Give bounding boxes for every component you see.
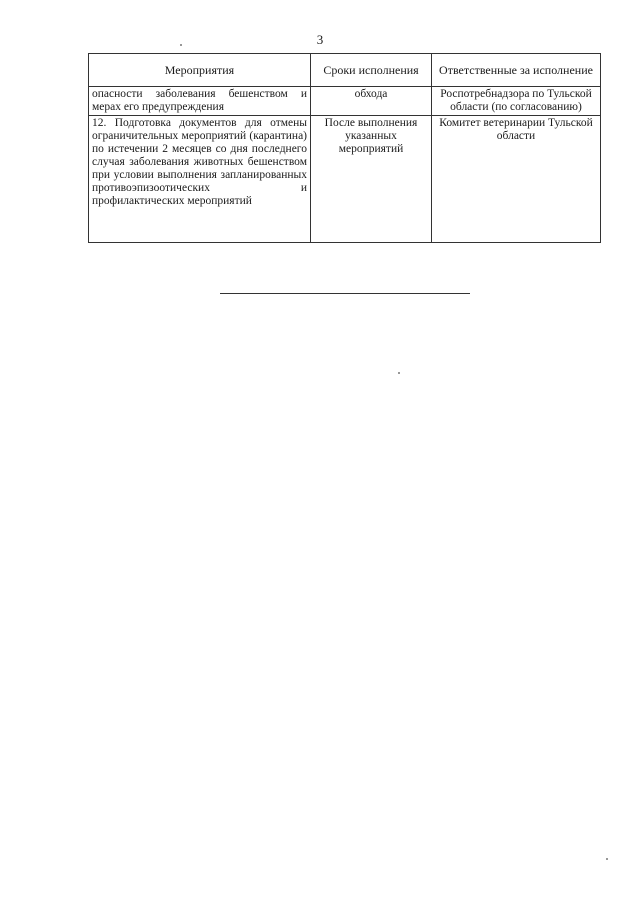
page-number: 3 <box>316 32 324 47</box>
table-row <box>89 87 601 116</box>
header-responsible: Ответственные за исполнение <box>432 54 601 87</box>
header-activities: Мероприятия <box>89 54 311 87</box>
scan-speck <box>180 44 182 46</box>
row-responsible: Комитет ветеринарии Тульской области <box>432 116 601 243</box>
row-deadline: обхода <box>311 87 432 116</box>
scan-speck <box>606 858 608 860</box>
row-activity: 12. Подготовка документов для отмены ограничительных мероприятий (карантина) по истечении 2 месяцев со дня последнего случая заболевания животных бешенством при условии выполнения запланированных противоэпизоотических и профилактических мероприятий <box>89 116 311 243</box>
table-row <box>89 116 601 243</box>
activities-table <box>88 53 601 243</box>
end-separator-line <box>220 293 470 294</box>
row-deadline: После выполнения указанных мероприятий <box>311 116 432 243</box>
row-activity: опасности заболевания бешенством и мерах его предупреждения <box>89 87 311 116</box>
table-header-row <box>89 54 601 87</box>
header-deadlines: Сроки исполнения <box>311 54 432 87</box>
row-responsible: Роспотребнадзора по Тульской области (по согласованию) <box>432 87 601 116</box>
scan-speck <box>398 372 400 374</box>
